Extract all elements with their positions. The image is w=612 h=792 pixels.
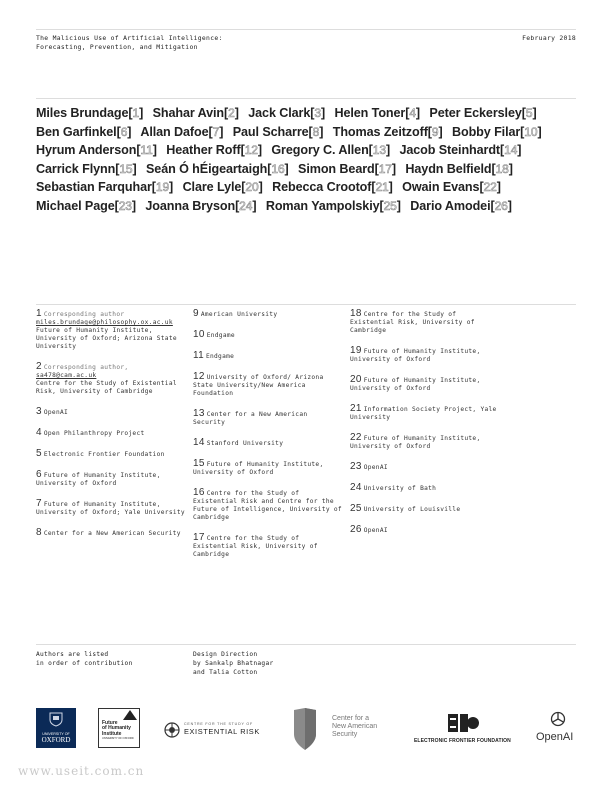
affiliation-number: 25 <box>350 503 362 514</box>
bracket-close: ] <box>252 198 257 213</box>
cser-logo-line2: EXISTENTIAL RISK <box>184 727 260 736</box>
author-affiliation-number: 24 <box>239 198 253 213</box>
author-name-text: Roman Yampolskiy <box>265 198 380 213</box>
cser-mark-icon <box>164 722 180 738</box>
author-name-text: Heather Roff <box>166 143 241 158</box>
author-affiliation-number: 15 <box>119 161 133 176</box>
cnas-shield-icon <box>294 708 316 750</box>
affiliation-entry <box>350 434 500 451</box>
bracket-open: [ <box>374 161 379 176</box>
author-affiliation-number: 13 <box>372 143 386 158</box>
author-name <box>272 180 393 194</box>
author-affiliation-number: 18 <box>495 161 509 176</box>
openai-logo <box>530 708 586 748</box>
author-name-text: Hyrum Anderson <box>36 143 137 158</box>
affiliation-number: 18 <box>350 308 362 319</box>
bracket-open: [ <box>115 161 120 176</box>
author-affiliation-number: 23 <box>118 198 132 213</box>
author-name-text: Bobby Filar <box>452 124 521 139</box>
affiliations-column-3 <box>350 310 500 547</box>
affiliation-number: 21 <box>350 403 362 414</box>
affiliation-entry <box>193 331 343 340</box>
affiliation-number: 1 <box>36 308 42 319</box>
bracket-close: ] <box>496 180 501 195</box>
author-order-note: Authors are listed in order of contribution <box>36 651 133 667</box>
author-name-text: Paul Scharre <box>232 124 309 139</box>
footer-divider <box>36 644 576 645</box>
corresponding-email-link[interactable]: sa478@cam.ac.uk <box>36 372 97 379</box>
author-name-text: Peter Eckersley <box>429 106 522 120</box>
bracket-close: ] <box>388 180 393 195</box>
affiliation-text: Open Philanthropy Project <box>43 430 145 437</box>
author-name <box>402 180 501 194</box>
bracket-open: [ <box>368 143 373 158</box>
bracket-open: [ <box>521 106 526 120</box>
document-title: The Malicious Use of Artificial Intelligence: Forecasting, Prevention, and Mitigation <box>36 34 223 51</box>
bracket-close: ] <box>385 143 391 158</box>
author-name <box>266 199 401 213</box>
affiliation-entry <box>193 489 343 522</box>
cnas-logo-line2: New American <box>332 723 378 730</box>
affiliation-text: Centre for the Study of Existential Risk, University of Cambridge <box>350 311 475 334</box>
affiliation-entry <box>193 310 343 319</box>
oxford-logo <box>36 708 76 748</box>
author-name-text: Shahar Avin <box>152 106 225 120</box>
affiliation-entry <box>350 463 500 472</box>
affiliation-number: 24 <box>350 482 362 493</box>
author-name-text: Dario Amodei <box>410 198 491 213</box>
author-name <box>405 162 512 176</box>
bracket-open: [ <box>267 161 272 176</box>
affiliation-text: OpenAI <box>363 527 388 534</box>
cnas-logo-line1: Center for a <box>332 715 369 722</box>
author-affiliation-number: 6 <box>120 124 128 139</box>
bracket-open: [ <box>136 143 141 158</box>
affiliation-text: Future of Humanity Institute, University of Oxford <box>350 435 481 450</box>
author-affiliation-number: 9 <box>431 124 439 139</box>
affiliation-text: OpenAI <box>43 409 69 416</box>
author-affiliation-number: 7 <box>212 124 220 139</box>
eff-logo <box>412 708 512 748</box>
bracket-close: ] <box>152 143 157 158</box>
author-name <box>140 125 223 139</box>
author-affiliation-number: 26 <box>494 198 508 213</box>
affiliation-entry <box>36 500 186 517</box>
affiliation-entry <box>350 347 500 364</box>
bracket-close: ] <box>219 124 224 139</box>
author-affiliation-number: 5 <box>525 106 533 120</box>
affiliation-text: OpenAI <box>363 464 388 471</box>
author-name-text: Owain Evans <box>402 180 480 195</box>
affiliation-text: Endgame <box>206 332 235 339</box>
bracket-close: ] <box>169 180 174 195</box>
top-divider <box>36 29 576 30</box>
bracket-open: [ <box>379 198 384 213</box>
affiliation-text: Center for a New American Security <box>193 411 308 426</box>
author-name <box>271 143 390 157</box>
affiliation-entry <box>350 484 500 493</box>
affiliation-entry <box>193 460 343 477</box>
author-name-text: Haydn Belfield <box>405 161 492 176</box>
affiliation-text: Future of Humanity Institute, University of Oxford; Yale University <box>36 501 185 516</box>
bracket-close: ] <box>415 106 421 120</box>
author-name <box>248 106 325 120</box>
author-name-text: Joanna Bryson <box>145 198 236 213</box>
affiliation-number: 20 <box>350 374 362 385</box>
affiliation-number: 19 <box>350 345 362 356</box>
author-name-text: Simon Beard <box>298 161 375 176</box>
affiliation-text: Centre for the Study of Existential Risk, University of Cambridge <box>193 535 318 558</box>
cser-logo-line1: CENTRE FOR THE STUDY OF <box>184 722 253 726</box>
author-name <box>334 106 420 120</box>
affiliations-column-1 <box>36 310 186 550</box>
affiliation-entry <box>36 471 186 488</box>
affiliation-entry <box>350 505 500 514</box>
author-name-text: Thomas Zeitzoff <box>332 124 428 139</box>
author-list <box>36 104 581 216</box>
affiliation-entry <box>193 534 343 559</box>
affiliation-number: 17 <box>193 532 205 543</box>
affiliation-number: 6 <box>36 469 42 480</box>
author-name <box>36 143 157 157</box>
oxford-logo-line2: OXFORD <box>41 736 71 744</box>
cnas-logo-line3: Security <box>332 731 358 738</box>
author-name <box>145 199 256 213</box>
eff-mark-icon <box>446 712 480 734</box>
affiliation-entry <box>36 363 186 396</box>
fhi-logo-line1: Future <box>102 720 118 726</box>
author-name-text: Sebastian Farquhar <box>36 180 152 195</box>
author-name-text: Allan Dafoe <box>140 124 209 139</box>
author-name-text: Gregory C. Allen <box>271 143 369 158</box>
affiliation-number: 11 <box>193 350 204 361</box>
author-name <box>36 180 173 194</box>
author-name <box>36 125 131 139</box>
bracket-close: ] <box>257 143 262 158</box>
oxford-logo-line1: UNIVERSITY OF <box>42 732 70 736</box>
author-name <box>36 199 136 213</box>
author-affiliation-number: 19 <box>155 180 170 195</box>
bracket-close: ] <box>284 161 289 176</box>
bracket-close: ] <box>396 198 401 213</box>
affiliation-number: 4 <box>36 427 42 438</box>
affiliation-text: American University <box>200 311 278 318</box>
affiliation-text: Future of Humanity Institute, University of Oxford <box>350 348 481 363</box>
authors-top-divider <box>36 98 576 99</box>
affiliation-entry <box>350 405 500 422</box>
author-name <box>153 106 239 120</box>
author-name-text: Michael Page <box>36 198 115 213</box>
affiliation-entry <box>36 529 186 538</box>
author-name <box>333 125 443 139</box>
affiliation-entry <box>193 352 343 361</box>
author-affiliation-number: 8 <box>312 124 320 139</box>
affiliation-text: Stanford University <box>206 440 284 447</box>
bracket-open: [ <box>208 124 213 139</box>
author-affiliation-number: 1 <box>132 106 140 120</box>
bracket-open: [ <box>235 198 240 213</box>
bracket-open: [ <box>114 198 119 213</box>
affiliation-number: 9 <box>193 308 199 319</box>
affiliation-number: 14 <box>193 437 205 448</box>
bracket-open: [ <box>151 180 156 195</box>
affiliation-entry <box>36 310 186 351</box>
eff-logo-label: ELECTRONIC FRONTIER FOUNDATION <box>414 738 511 744</box>
author-affiliation-number: 17 <box>378 161 392 176</box>
affiliation-number: 16 <box>193 487 205 498</box>
affiliation-number: 12 <box>193 371 205 382</box>
bracket-close: ] <box>139 106 144 120</box>
author-affiliation-number: 11 <box>140 143 153 158</box>
author-name-text: Clare Lyle <box>182 180 242 195</box>
affiliation-text: Center for a New American Security <box>43 530 181 537</box>
corresponding-author-label: Corresponding author <box>43 311 125 318</box>
corresponding-author-label: Corresponding author, <box>43 364 129 371</box>
author-affiliation-number: 16 <box>271 161 285 176</box>
bracket-open: [ <box>128 106 133 120</box>
affiliation-text: Future of Humanity Institute, University of Oxford <box>36 472 161 487</box>
affiliation-entry <box>193 410 343 427</box>
author-name-text: Rebecca Crootof <box>272 180 372 195</box>
author-name <box>429 106 536 120</box>
bracket-close: ] <box>438 124 443 139</box>
affiliation-number: 2 <box>36 361 42 372</box>
affiliation-text: Electronic Frontier Foundation <box>43 451 165 458</box>
bracket-close: ] <box>258 180 263 195</box>
bracket-close: ] <box>391 161 396 176</box>
bracket-close: ] <box>532 106 537 120</box>
affiliation-number: 3 <box>36 406 42 417</box>
author-name-text: Carrick Flynn <box>36 161 116 176</box>
author-affiliation-number: 3 <box>314 106 321 120</box>
author-affiliation-number: 21 <box>375 180 389 195</box>
bracket-open: [ <box>427 124 432 139</box>
fhi-logo-line4: UNIVERSITY OF OXFORD <box>102 737 134 741</box>
fhi-logo-line2: of Humanity <box>102 725 131 732</box>
bracket-close: ] <box>234 106 239 120</box>
affiliation-text: Future of Humanity Institute, University of Oxford <box>193 461 324 476</box>
author-affiliation-number: 12 <box>244 143 258 158</box>
author-name-text: Seán Ó hÉigeartaigh <box>145 161 268 176</box>
bracket-open: [ <box>520 124 525 139</box>
bracket-open: [ <box>479 180 484 195</box>
author-name <box>36 162 137 176</box>
bracket-open: [ <box>241 180 246 195</box>
affiliations-column-2 <box>193 310 343 571</box>
openai-mark-icon <box>549 710 567 728</box>
affiliation-text: Endgame <box>205 353 235 360</box>
watermark: www.useit.com.cn <box>18 764 145 778</box>
bracket-open: [ <box>224 106 229 120</box>
author-affiliation-number: 20 <box>245 180 259 195</box>
author-name <box>410 199 512 213</box>
bracket-close: ] <box>127 124 132 139</box>
bracket-close: ] <box>537 124 542 139</box>
bracket-close: ] <box>507 198 512 213</box>
bracket-close: ] <box>319 124 324 139</box>
author-name <box>166 143 262 157</box>
author-affiliation-number: 14 <box>504 143 518 158</box>
author-name <box>399 143 521 157</box>
affiliation-entry <box>193 373 343 398</box>
affiliation-text: University of Louisville <box>363 506 461 513</box>
author-name <box>146 162 289 176</box>
author-name <box>452 125 542 139</box>
fhi-logo-line3: Institute <box>102 730 122 737</box>
affiliation-number: 22 <box>350 432 362 443</box>
author-name-text: Jacob Steinhardt <box>399 143 501 158</box>
openai-logo-label: OpenAI <box>536 731 574 743</box>
affiliation-entry <box>350 526 500 535</box>
affiliation-number: 8 <box>36 527 42 538</box>
bracket-open: [ <box>490 198 495 213</box>
bracket-open: [ <box>116 124 121 139</box>
bracket-close: ] <box>320 106 326 120</box>
bracket-close: ] <box>131 198 136 213</box>
author-affiliation-number: 22 <box>483 180 497 195</box>
affiliation-number: 10 <box>193 329 205 340</box>
affiliation-entry <box>36 429 186 438</box>
fhi-logo <box>98 708 140 748</box>
author-name-text: Helen Toner <box>334 106 406 120</box>
bracket-open: [ <box>405 106 410 120</box>
affiliation-text: Centre for the Study of Existential Risk and Centre for the Future of Intelligence, University of Cambridge <box>193 490 342 521</box>
affiliations-divider <box>36 304 576 305</box>
affiliation-text: University of Bath <box>363 485 437 492</box>
affiliation-number: 15 <box>193 458 205 469</box>
bracket-open: [ <box>308 124 313 139</box>
fhi-mark-icon <box>123 710 137 720</box>
bracket-open: [ <box>240 143 245 158</box>
affiliation-entry <box>350 310 500 335</box>
affiliation-entry <box>36 450 186 459</box>
author-name <box>183 180 263 194</box>
author-name <box>298 162 396 176</box>
affiliation-text: Future of Humanity Institute, University of Oxford <box>350 377 481 392</box>
bracket-open: [ <box>491 161 496 176</box>
affiliation-number: 26 <box>350 524 362 535</box>
author-affiliation-number: 25 <box>383 198 397 213</box>
bracket-open: [ <box>371 180 376 195</box>
design-credit: Design Direction by Sankalp Bhatnagar and Talia Cotton <box>193 651 274 676</box>
affiliation-number: 7 <box>36 498 42 509</box>
author-affiliation-number: 4 <box>409 106 416 120</box>
author-affiliation-number: 10 <box>524 124 538 139</box>
partner-logos <box>36 708 582 754</box>
affiliation-entry <box>350 376 500 393</box>
affiliation-text: Information Society Project, Yale University <box>350 406 497 421</box>
author-name <box>233 125 324 139</box>
affiliation-number: 5 <box>36 448 42 459</box>
bracket-close: ] <box>132 161 137 176</box>
corresponding-email-link[interactable]: miles.brundage@philosophy.ox.ac.uk <box>36 319 173 326</box>
bracket-close: ] <box>508 161 513 176</box>
affiliation-text: Future of Humanity Institute, University of Oxford; Arizona State University <box>36 327 177 350</box>
affiliation-number: 13 <box>193 408 205 419</box>
cnas-logo <box>294 708 378 752</box>
bracket-open: [ <box>310 106 315 120</box>
author-affiliation-number: 2 <box>228 106 235 120</box>
affiliation-entry <box>36 408 186 417</box>
author-name-text: Jack Clark <box>248 106 311 120</box>
affiliation-number: 23 <box>350 461 362 472</box>
affiliation-text: University of Oxford/ Arizona State University/New America Foundation <box>193 374 324 397</box>
author-name-text: Ben Garfinkel <box>36 124 117 139</box>
document-date: February 2018 <box>522 34 576 42</box>
affiliation-entry <box>193 439 343 448</box>
oxford-crest-icon <box>48 711 64 727</box>
affiliation-text: Centre for the Study of Existential Risk, University of Cambridge <box>36 380 177 395</box>
author-name <box>36 106 143 120</box>
bracket-close: ] <box>517 143 522 158</box>
bracket-open: [ <box>500 143 505 158</box>
author-name-text: Miles Brundage <box>36 106 129 120</box>
